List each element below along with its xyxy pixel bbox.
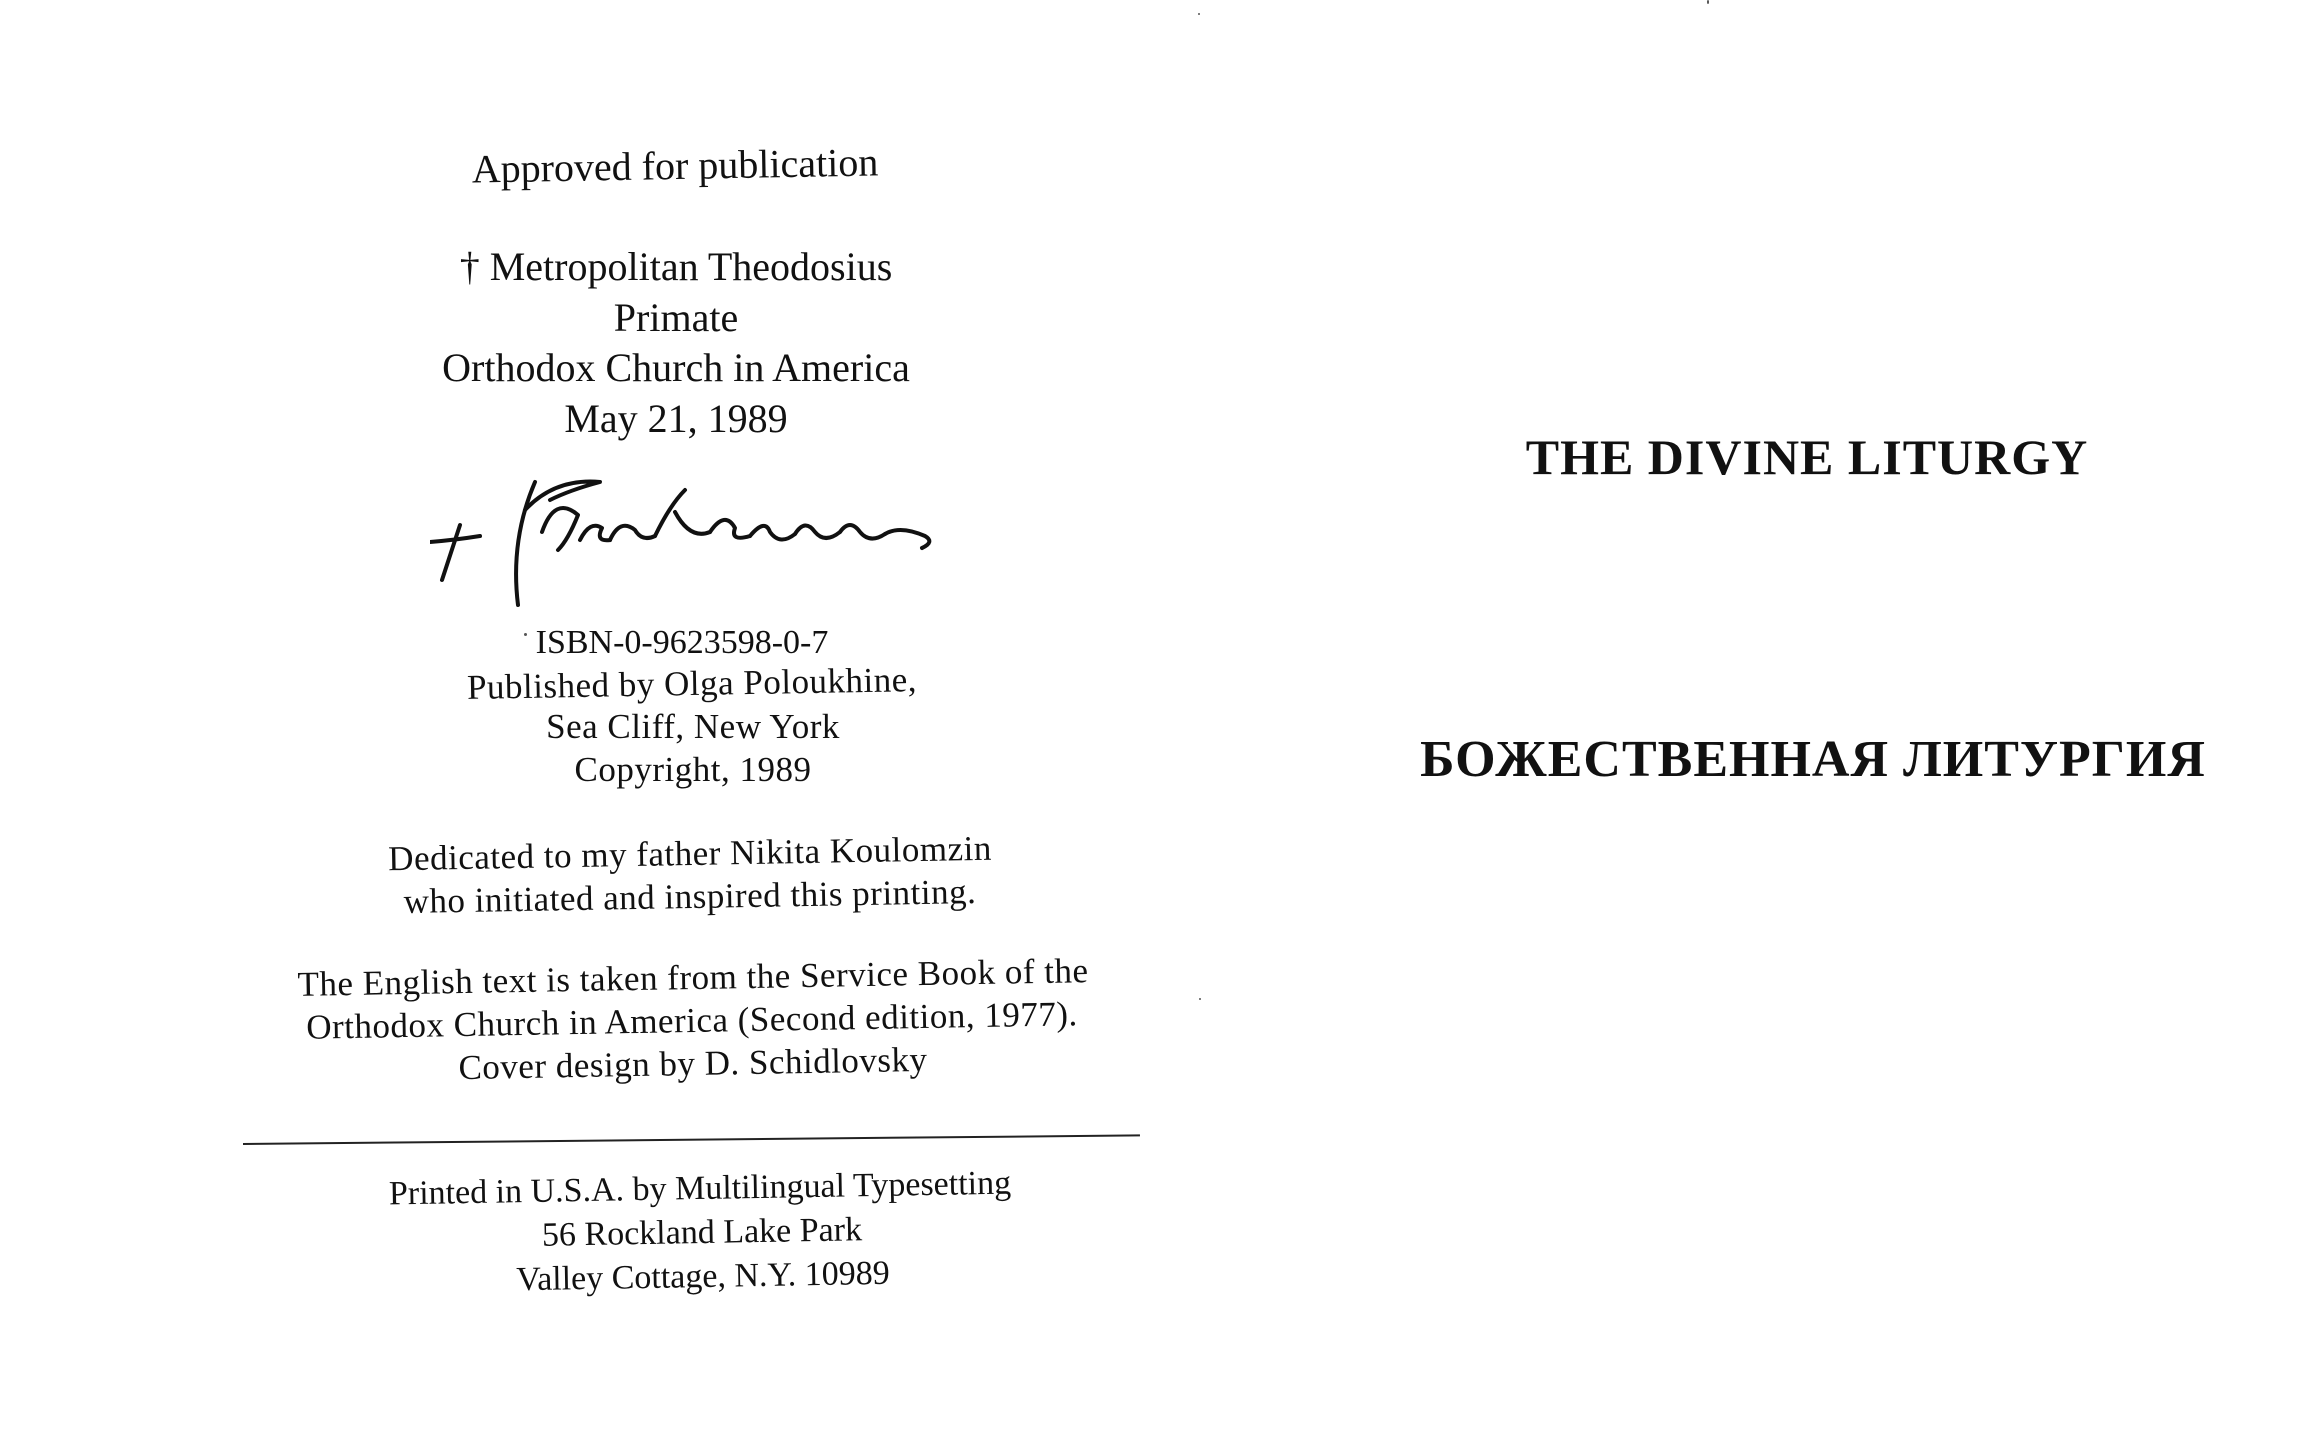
dedication-line-1: Dedicated to my father Nikita Koulomzin [387,828,993,879]
dedication-line-2: who initiated and inspired this printing. [403,872,977,921]
source-note-line-3: Cover design by D. Schidlovsky [458,1039,928,1088]
signatory-title: Primate [613,295,739,340]
title-english: THE DIVINE LITURGY [1525,429,2089,485]
signatory-church: Orthodox Church in America [442,345,910,390]
publisher-place: Sea Cliff, New York [546,707,840,746]
speck-mark [1707,0,1709,4]
title-russian: БОЖЕСТВЕННАЯ ЛИТУРГИЯ [1420,731,2206,788]
speck-mark [524,633,527,636]
source-note-line-1: The English text is taken from the Service Book of the [297,951,1089,1004]
signatory-name: † Metropolitan Theodosius [459,244,893,289]
speck-mark [1199,998,1201,1000]
source-note-line-2: Orthodox Church in America (Second edition, 1977). [305,994,1079,1047]
printer-line-1: Printed in U.S.A. by Multilingual Typesetting [388,1164,1012,1213]
publisher-line: Published by Olga Poloukhine, [466,660,918,707]
handwritten-signature [430,470,950,620]
approval-line: Approved for publication [471,139,879,192]
speck-mark [1198,13,1200,15]
printer-line-3: Valley Cottage, N.Y. 10989 [516,1254,890,1299]
divider-rule [243,1134,1140,1145]
right-page [1200,0,2315,1445]
signatory-date: May 21, 1989 [564,396,788,441]
isbn-line: ISBN-0-9623598-0-7 [535,624,829,661]
copyright-line: Copyright, 1989 [574,750,812,789]
printer-line-2: 56 Rockland Lake Park [541,1211,863,1254]
